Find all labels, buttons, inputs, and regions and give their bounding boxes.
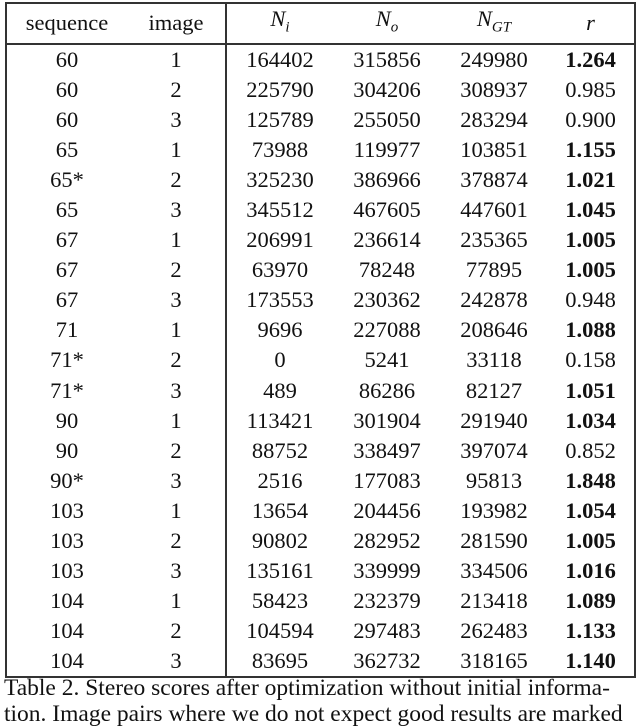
table-row xyxy=(6,225,635,255)
cell-ni: 225790 xyxy=(246,76,314,102)
cell-image: 2 xyxy=(127,255,226,285)
cell-sequence: 67 xyxy=(55,287,79,313)
cell-sequence: 90* xyxy=(50,467,84,493)
cell-ngt: 447601 xyxy=(460,197,528,223)
cell-image: 1 xyxy=(127,225,226,255)
table-row xyxy=(6,315,635,345)
cell-image: 1 xyxy=(127,406,226,436)
cell-ngt: 242878 xyxy=(460,287,528,313)
cell-ni: 345512 xyxy=(246,197,314,223)
cell-r: 1.016 xyxy=(565,558,616,584)
table-row xyxy=(6,195,635,225)
cell-r: 1.848 xyxy=(565,467,616,493)
caption-line-2: tion. Image pairs where we do not expect good results are marked xyxy=(4,701,623,727)
cell-image: 1 xyxy=(127,586,226,616)
cell-ngt: 397074 xyxy=(460,437,528,463)
cell-r: 0.852 xyxy=(565,437,616,463)
cell-r: 1.045 xyxy=(565,197,616,223)
cell-ngt: 95813 xyxy=(465,467,523,493)
table-row xyxy=(6,44,635,75)
cell-image: 3 xyxy=(127,195,226,225)
cell-sequence: 65* xyxy=(50,166,84,192)
cell-r: 0.900 xyxy=(565,106,616,132)
table-row xyxy=(6,556,635,586)
cell-ngt: 334506 xyxy=(460,558,528,584)
table-row xyxy=(6,255,635,285)
cell-r: 0.948 xyxy=(565,287,616,313)
cell-r: 1.005 xyxy=(565,528,616,554)
cell-ngt: 283294 xyxy=(460,106,528,132)
cell-no: 230362 xyxy=(353,287,421,313)
cell-sequence: 60 xyxy=(55,76,79,102)
cell-ngt: 249980 xyxy=(460,46,528,72)
table-row xyxy=(6,376,635,406)
table-row xyxy=(6,586,635,616)
table-row xyxy=(6,616,635,646)
cell-sequence: 103 xyxy=(50,497,84,523)
cell-sequence: 104 xyxy=(50,588,84,614)
cell-image: 2 xyxy=(127,436,226,466)
cell-no: 301904 xyxy=(353,407,421,433)
cell-ngt: 103851 xyxy=(460,136,528,162)
cell-no: 297483 xyxy=(353,618,421,644)
cell-sequence: 65 xyxy=(55,197,79,223)
cell-no: 227088 xyxy=(353,317,421,343)
cell-sequence: 65 xyxy=(55,136,79,162)
table-row xyxy=(6,496,635,526)
cell-no: 362732 xyxy=(353,648,421,674)
cell-image: 2 xyxy=(127,616,226,646)
cell-no: 304206 xyxy=(353,76,421,102)
table-row xyxy=(6,436,635,466)
cell-ni: 88752 xyxy=(251,437,309,463)
cell-ngt: 318165 xyxy=(460,648,528,674)
cell-no: 386966 xyxy=(353,166,421,192)
cell-ni: 325230 xyxy=(246,166,314,192)
cell-image: 3 xyxy=(127,646,226,677)
cell-image: 3 xyxy=(127,466,226,496)
table-row xyxy=(6,105,635,135)
header-image: image xyxy=(127,3,226,44)
table-header-row xyxy=(6,3,635,44)
cell-ni: 0 xyxy=(274,347,286,373)
cell-ni: 73988 xyxy=(251,136,309,162)
cell-no: 467605 xyxy=(353,197,421,223)
cell-no: 315856 xyxy=(353,46,421,72)
header-sequence: sequence xyxy=(6,3,127,44)
header-no-sub: o xyxy=(390,19,399,36)
caption-line-1: Table 2. Stereo scores after optimization without initial informa- xyxy=(4,675,610,701)
cell-ngt: 308937 xyxy=(460,76,528,102)
cell-no: 78248 xyxy=(358,257,416,283)
cell-r: 0.158 xyxy=(565,347,616,373)
cell-ni: 113421 xyxy=(246,407,314,433)
table-row xyxy=(6,646,635,677)
header-no-base: N xyxy=(375,6,391,31)
cell-ni: 63970 xyxy=(251,257,309,283)
cell-ni: 83695 xyxy=(251,648,309,674)
cell-image: 2 xyxy=(127,526,226,556)
cell-ngt: 208646 xyxy=(460,317,528,343)
cell-sequence: 71 xyxy=(55,317,79,343)
table-body xyxy=(6,44,635,678)
cell-ni: 13654 xyxy=(251,497,309,523)
cell-no: 86286 xyxy=(358,377,416,403)
cell-image: 2 xyxy=(127,75,226,105)
cell-r: 1.133 xyxy=(565,618,616,644)
cell-image: 1 xyxy=(127,135,226,165)
cell-ngt: 378874 xyxy=(460,166,528,192)
cell-sequence: 67 xyxy=(55,257,79,283)
cell-ni: 104594 xyxy=(246,618,314,644)
table-row xyxy=(6,466,635,496)
cell-sequence: 90 xyxy=(55,437,79,463)
cell-ngt: 235365 xyxy=(460,227,528,253)
cell-ni: 58423 xyxy=(251,588,309,614)
table-row xyxy=(6,75,635,105)
cell-no: 204456 xyxy=(353,497,421,523)
header-r: r xyxy=(547,3,635,44)
cell-image: 1 xyxy=(127,496,226,526)
cell-no: 177083 xyxy=(353,467,421,493)
cell-sequence: 67 xyxy=(55,227,79,253)
table-caption xyxy=(4,675,638,727)
cell-r: 1.054 xyxy=(565,497,616,523)
cell-image: 3 xyxy=(127,376,226,406)
cell-r: 1.088 xyxy=(565,317,616,343)
cell-image: 1 xyxy=(127,315,226,345)
header-ngt xyxy=(441,3,547,44)
cell-image: 1 xyxy=(127,44,226,75)
cell-ni: 90802 xyxy=(251,528,309,554)
header-ni xyxy=(226,3,333,44)
header-ni-base: N xyxy=(270,6,286,31)
cell-image: 2 xyxy=(127,165,226,195)
cell-no: 236614 xyxy=(353,227,421,253)
cell-r: 1.155 xyxy=(565,136,616,162)
cell-ngt: 213418 xyxy=(460,588,528,614)
table-row xyxy=(6,406,635,436)
cell-no: 119977 xyxy=(353,136,421,162)
cell-ni: 164402 xyxy=(246,46,314,72)
cell-sequence: 71* xyxy=(50,347,84,373)
cell-no: 5241 xyxy=(364,347,410,373)
cell-ngt: 77895 xyxy=(465,257,523,283)
cell-no: 339999 xyxy=(353,558,421,584)
cell-r: 1.264 xyxy=(565,46,616,72)
cell-no: 255050 xyxy=(353,106,421,132)
cell-ni: 135161 xyxy=(246,558,314,584)
cell-ngt: 193982 xyxy=(460,497,528,523)
cell-image: 3 xyxy=(127,285,226,315)
cell-sequence: 103 xyxy=(50,528,84,554)
cell-no: 338497 xyxy=(353,437,421,463)
cell-r: 1.051 xyxy=(565,377,616,403)
cell-ni: 125789 xyxy=(246,106,314,132)
cell-ngt: 262483 xyxy=(460,618,528,644)
table-row xyxy=(6,285,635,315)
cell-ni: 173553 xyxy=(246,287,314,313)
cell-ni: 9696 xyxy=(257,317,303,343)
cell-r: 1.021 xyxy=(565,166,616,192)
stereo-scores-table xyxy=(5,2,636,678)
table-row xyxy=(6,165,635,195)
cell-ngt: 33118 xyxy=(466,347,522,373)
cell-sequence: 60 xyxy=(55,106,79,132)
table-row xyxy=(6,345,635,375)
header-ngt-sub: GT xyxy=(491,19,512,36)
cell-sequence: 103 xyxy=(50,558,84,584)
cell-r: 1.140 xyxy=(565,648,616,674)
header-ngt-base: N xyxy=(476,6,492,31)
cell-ngt: 82127 xyxy=(465,377,523,403)
cell-sequence: 71* xyxy=(50,377,84,403)
cell-ngt: 291940 xyxy=(460,407,528,433)
cell-no: 232379 xyxy=(353,588,421,614)
table-row xyxy=(6,526,635,556)
cell-image: 3 xyxy=(127,105,226,135)
cell-r: 1.005 xyxy=(565,257,616,283)
cell-ngt: 281590 xyxy=(460,528,528,554)
table-row xyxy=(6,135,635,165)
cell-ni: 2516 xyxy=(257,467,303,493)
cell-r: 0.985 xyxy=(565,76,616,102)
cell-sequence: 104 xyxy=(50,618,84,644)
cell-r: 1.089 xyxy=(565,588,616,614)
header-ni-sub: i xyxy=(285,19,290,36)
cell-ni: 206991 xyxy=(246,227,314,253)
cell-image: 2 xyxy=(127,345,226,375)
cell-image: 3 xyxy=(127,556,226,586)
cell-sequence: 90 xyxy=(55,407,79,433)
cell-ni: 489 xyxy=(263,377,297,403)
cell-sequence: 60 xyxy=(55,46,79,72)
cell-r: 1.034 xyxy=(565,407,616,433)
header-no xyxy=(333,3,441,44)
cell-r: 1.005 xyxy=(565,227,616,253)
cell-sequence: 104 xyxy=(50,648,84,674)
cell-no: 282952 xyxy=(353,528,421,554)
